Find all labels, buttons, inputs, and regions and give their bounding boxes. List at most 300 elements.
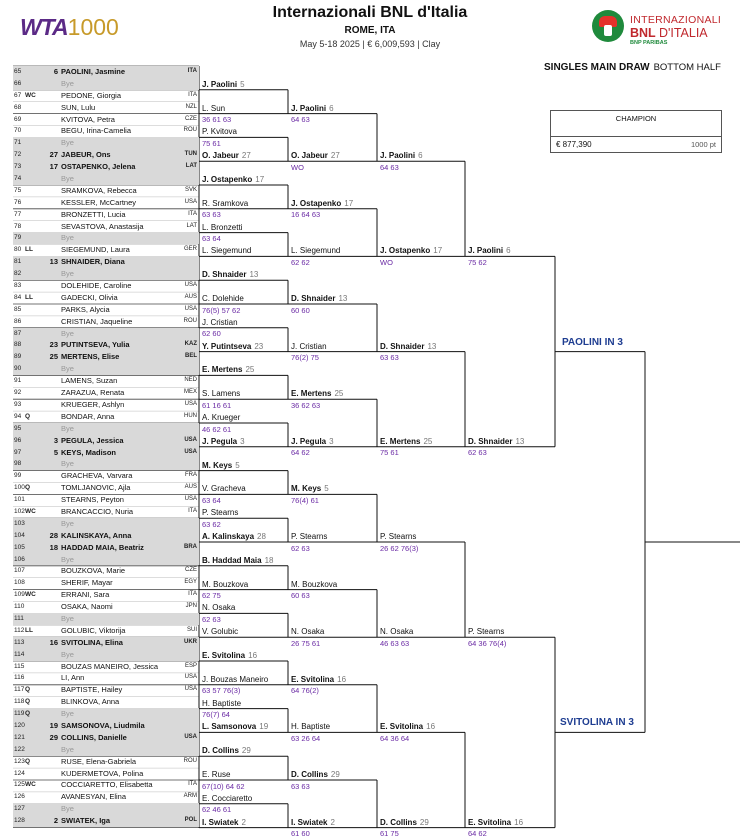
internazionali-bnl-logo: INTERNAZIONALI BNL D'ITALIA BNP PARIBAS: [590, 8, 735, 50]
player-name: RUSE, Elena-Gabriela: [61, 756, 137, 766]
bye-slot: Bye: [61, 554, 74, 564]
slot-number: 104: [14, 531, 25, 539]
player-name: ERRANI, Sara: [61, 590, 110, 600]
bye-slot: Bye: [61, 233, 74, 243]
winner-seed: 13: [338, 294, 348, 303]
draw-slot: [13, 292, 199, 304]
player-name: PEDONE, Giorgia: [61, 90, 122, 100]
winner-seed: 23: [254, 341, 264, 351]
draw-slot: [13, 470, 199, 482]
winner-seed: 25: [245, 365, 255, 375]
winner-name: [291, 675, 346, 685]
match-score: 63 26 64: [291, 733, 321, 743]
slot-number: 100: [14, 484, 25, 492]
winner-name: [202, 246, 251, 256]
slot-number: 109: [14, 591, 25, 599]
slot-number: 127: [14, 805, 25, 813]
winner-seed: 25: [423, 436, 433, 446]
winner-label: P. Stearns: [380, 532, 417, 541]
winner-label: J. Bouzas Maneiro: [202, 674, 269, 684]
match-score: 64 76(2): [291, 686, 319, 696]
country-code: CZE: [185, 567, 197, 574]
bye-slot: Bye: [61, 709, 74, 719]
winner-name: [202, 794, 252, 804]
winner-name: [202, 770, 230, 780]
player-name: AVANESYAN, Elina: [61, 792, 127, 802]
winner-seed: 5: [235, 460, 240, 470]
slot-number: 68: [14, 103, 22, 111]
bye-slot: Bye: [61, 423, 74, 433]
slot-number: 113: [14, 638, 25, 646]
winner-label: B. Haddad Maia: [202, 555, 262, 565]
draw-slot: [13, 803, 199, 815]
winner-name: [202, 699, 241, 709]
bye-slot: Bye: [61, 649, 74, 659]
player-name: BONDAR, Anna: [61, 411, 115, 421]
player-name: CRISTIAN, Jaqueline: [61, 316, 133, 326]
draw-slot: [13, 363, 199, 375]
winner-name: [202, 580, 248, 590]
slot-number: 124: [14, 769, 25, 777]
slot-number: 95: [14, 424, 22, 432]
winner-seed: 25: [334, 389, 344, 399]
section-label: SVITOLINA IN 3: [560, 717, 634, 729]
seed-number: 19: [49, 720, 58, 730]
match-score: 62 63: [202, 614, 221, 624]
winner-seed: 16: [337, 674, 347, 684]
draw-slot: [13, 815, 199, 827]
player-name: BLINKOVA, Anna: [61, 697, 120, 707]
draw-slot: [13, 744, 199, 756]
winner-name: [202, 151, 251, 161]
winner-seed: 29: [419, 817, 429, 827]
winner-seed: 5: [240, 79, 245, 89]
winner-seed: 29: [330, 770, 340, 779]
player-name: SRAMKOVA, Rebecca: [61, 185, 137, 195]
country-code: NED: [184, 377, 197, 384]
country-code: ITA: [188, 591, 197, 598]
slot-number: 93: [14, 400, 22, 408]
draw-slot: [13, 779, 199, 791]
player-name: LI, Ann: [61, 673, 85, 683]
winner-label: J. Paolini: [380, 151, 416, 161]
winner-name: [380, 342, 436, 352]
bye-slot: Bye: [61, 138, 74, 148]
winner-seed: 27: [330, 151, 340, 161]
seed-number: 27: [49, 150, 58, 160]
country-code: ROU: [183, 127, 197, 134]
country-code: ITA: [188, 210, 197, 217]
country-code: ITA: [187, 68, 197, 74]
winner-name: [291, 294, 347, 304]
winner-label: D. Shnaider: [468, 436, 513, 446]
player-name: PAOLINI, Jasmine: [61, 67, 126, 76]
slot-number: 69: [14, 115, 22, 123]
winner-seed: 27: [241, 151, 251, 161]
draw-slot: [13, 244, 199, 256]
winner-name: [202, 532, 266, 542]
match-score: 63 63: [291, 781, 310, 791]
winner-label: R. Sramkova: [202, 198, 249, 208]
winner-seed: 2: [241, 817, 246, 827]
entry-type: WC: [25, 781, 36, 789]
country-code: USA: [184, 400, 197, 407]
seed-number: 17: [49, 162, 58, 172]
match-score: 75 61: [202, 138, 221, 148]
winner-name: [291, 437, 334, 447]
winner-seed: 16: [426, 722, 436, 732]
player-name: DOLEHIDE, Caroline: [61, 281, 132, 291]
slot-number: 105: [14, 543, 25, 551]
player-name: COLLINS, Danielle: [61, 732, 127, 742]
seed-number: 28: [49, 530, 58, 540]
winner-name: [380, 151, 423, 161]
winner-name: [202, 80, 245, 90]
draw-slot: [13, 125, 199, 137]
slot-number: 73: [14, 163, 22, 171]
draw-slot: [13, 90, 199, 102]
winner-name: [202, 818, 246, 828]
draw-slot: [13, 256, 199, 268]
draw-slot: [13, 589, 199, 601]
winner-label: I. Swiatek: [291, 817, 328, 827]
winner-name: [468, 246, 511, 256]
winner-name: [202, 484, 246, 494]
match-score: WO: [291, 162, 304, 172]
draw-slot: [13, 387, 199, 399]
player-name: KESSLER, McCartney: [61, 197, 137, 207]
player-name: KUDERMETOVA, Polina: [61, 768, 144, 778]
seed-number: 13: [49, 257, 58, 267]
match-score: 64 63: [291, 115, 310, 125]
slot-number: 111: [14, 614, 24, 622]
country-code: LAT: [186, 222, 197, 229]
slot-number: 116: [14, 674, 25, 682]
slot-number: 76: [14, 198, 22, 206]
slot-number: 96: [14, 436, 22, 444]
winner-seed: 6: [329, 103, 334, 113]
winner-label: H. Baptiste: [202, 698, 242, 708]
player-name: BOUZKOVA, Marie: [61, 566, 126, 576]
winner-name: [202, 627, 238, 637]
bye-slot: Bye: [61, 78, 74, 88]
slot-number: 108: [14, 579, 25, 587]
wta-1000-logo: WTA1000: [20, 14, 119, 40]
draw-slot: [13, 625, 199, 637]
match-score: 63 64: [202, 495, 221, 505]
bye-slot: Bye: [61, 269, 74, 279]
winner-label: N. Osaka: [291, 627, 325, 637]
slot-number: 71: [14, 139, 22, 147]
entry-type: Q: [25, 412, 31, 420]
winner-label: O. Jabeur: [202, 151, 239, 161]
bye-slot: Bye: [61, 804, 74, 814]
champion-prize: € 877,390: [556, 140, 592, 149]
country-code: USA: [184, 733, 197, 740]
draw-slot: [13, 78, 199, 90]
draw-slot: [13, 161, 199, 173]
draw-slot: [13, 66, 199, 78]
winner-label: L. Siegemund: [291, 246, 341, 256]
entry-type: Q: [25, 698, 31, 706]
draw-slot: [13, 399, 199, 411]
winner-label: Y. Putintseva: [202, 341, 252, 351]
winner-label: J. Paolini: [468, 246, 504, 256]
winner-seed: 2: [330, 817, 335, 827]
match-score: 62 63: [468, 448, 487, 458]
player-name: LAMENS, Suzan: [61, 376, 118, 386]
country-code: EGY: [184, 579, 197, 586]
winner-name: [291, 770, 340, 780]
player-name: BEGU, Irina-Camelia: [61, 126, 132, 136]
draw-slot: [13, 351, 199, 363]
winner-name: [380, 627, 413, 637]
winner-seed: 18: [264, 555, 274, 565]
draw-slot: [13, 316, 199, 328]
bye-slot: Bye: [61, 613, 74, 623]
winner-name: [380, 246, 442, 256]
player-name: BRONZETTI, Lucia: [61, 209, 126, 219]
country-code: USA: [184, 448, 197, 455]
match-score: 36 61 63: [202, 115, 232, 125]
draw-slot: [13, 613, 199, 625]
winner-seed: 17: [255, 175, 265, 184]
slot-number: 72: [14, 151, 22, 159]
winner-label: D. Collins: [202, 746, 239, 756]
player-name: SIEGEMUND, Laura: [61, 245, 130, 255]
winner-seed: 13: [427, 341, 437, 351]
winner-seed: 17: [344, 198, 354, 208]
entry-type: Q: [25, 686, 31, 694]
player-name: PEGULA, Jessica: [61, 435, 124, 445]
country-code: POL: [184, 817, 197, 824]
winner-seed: 5: [324, 484, 329, 494]
winner-name: [380, 437, 432, 447]
winner-label: J. Ostapenko: [291, 198, 342, 208]
slot-number: 119: [14, 710, 25, 718]
draw-slot: [13, 649, 199, 661]
winner-label: O. Jabeur: [291, 151, 328, 161]
slot-number: 99: [14, 472, 22, 480]
slot-number: 77: [14, 210, 22, 218]
winner-seed: 17: [433, 246, 443, 256]
country-code: AUS: [184, 484, 197, 491]
slot-number: 103: [14, 519, 25, 527]
winner-name: [202, 508, 238, 518]
slot-number: 94: [14, 412, 22, 420]
winner-seed: 3: [240, 436, 245, 446]
seed-number: 2: [53, 816, 58, 826]
country-code: USA: [184, 436, 197, 443]
winner-seed: 6: [506, 246, 511, 256]
winner-label: V. Golubic: [202, 627, 239, 637]
match-score: 63 64: [202, 234, 221, 244]
draw-slot: [13, 732, 199, 744]
match-score: 64 36 76(4): [468, 638, 507, 648]
slot-number: 75: [14, 186, 22, 194]
match-score: 62 46 61: [202, 805, 232, 815]
player-name: PUTINTSEVA, Yulia: [61, 340, 130, 350]
winner-name: [202, 389, 240, 399]
tournament-meta: May 5-18 2025 | € 6,009,593 | Clay: [299, 39, 441, 49]
draw-slot: [13, 768, 199, 780]
player-name: OSAKA, Naomi: [61, 602, 113, 612]
player-name: KEYS, Madison: [61, 447, 117, 457]
player-name: SWIATEK, Iga: [61, 816, 111, 826]
winner-name: [291, 532, 327, 542]
match-score: 64 63: [380, 162, 399, 172]
winner-label: L. Samsonova: [202, 722, 257, 732]
match-score: 26 62 76(3): [380, 543, 419, 553]
player-name: COCCIARETTO, Elisabetta: [61, 780, 153, 790]
player-name: BOUZAS MANEIRO, Jessica: [61, 661, 159, 671]
slot-number: 125: [14, 781, 25, 789]
bye-slot: Bye: [61, 174, 74, 184]
draw-slot: [13, 696, 199, 708]
country-code: SVK: [184, 186, 197, 193]
match-score: 62 62: [291, 257, 310, 267]
winner-label: E. Cocciaretto: [202, 793, 253, 803]
winner-seed: 3: [329, 436, 334, 446]
slot-number: 91: [14, 377, 22, 385]
winner-label: J. Cristian: [202, 317, 238, 327]
country-code: JPN: [185, 603, 197, 610]
country-code: TUN: [184, 151, 197, 158]
country-code: ARM: [183, 793, 197, 800]
draw-slot: [13, 577, 199, 589]
winner-name: [291, 342, 327, 352]
winner-label: P. Stearns: [468, 627, 505, 637]
match-score: WO: [380, 257, 393, 267]
country-code: AUS: [184, 293, 197, 300]
country-code: USA: [184, 198, 197, 205]
player-name: SHERIF, Mayar: [61, 578, 113, 588]
match-score: 64 62: [468, 829, 487, 838]
slot-number: 80: [14, 246, 22, 254]
match-score: 64 36 64: [380, 733, 410, 743]
draw-slot: [13, 114, 199, 126]
winner-name: [202, 199, 248, 209]
slot-number: 79: [14, 234, 22, 242]
slot-number: 114: [14, 650, 25, 658]
player-name: JABEUR, Ons: [61, 150, 111, 160]
winner-name: [202, 603, 235, 613]
draw-slot: [13, 268, 199, 280]
slot-number: 122: [14, 745, 25, 753]
winner-name: [202, 675, 268, 685]
winner-label: C. Dolehide: [202, 294, 244, 303]
draw-slot: [13, 684, 199, 696]
winner-name: [380, 818, 429, 828]
winner-label: A. Krueger: [202, 413, 241, 422]
country-code: UKR: [184, 638, 197, 645]
entry-type: LL: [25, 626, 33, 634]
draw-slot: [13, 637, 199, 649]
player-name: OSTAPENKO, Jelena: [61, 162, 136, 172]
slot-number: 128: [14, 817, 25, 825]
draw-slot: [13, 708, 199, 720]
winner-name: [202, 127, 237, 137]
winner-seed: 29: [241, 746, 251, 756]
entry-type: Q: [25, 757, 31, 765]
slot-number: 121: [14, 733, 25, 741]
player-name: PARKS, Alycia: [61, 304, 110, 314]
country-code: BEL: [185, 353, 197, 360]
draw-slot: [13, 185, 199, 197]
player-name: KALINSKAYA, Anna: [61, 530, 132, 540]
winner-label: J. Cristian: [291, 341, 327, 351]
champion-label: CHAMPION: [615, 114, 657, 123]
draw-slot: [13, 506, 199, 518]
winner-label: J. Paolini: [202, 79, 238, 89]
player-name: BAPTISTE, Hailey: [61, 685, 123, 695]
winner-label: J. Pegula: [291, 436, 327, 446]
draw-slot: [13, 530, 199, 542]
draw-slot: [13, 221, 199, 233]
winner-label: D. Shnaider: [380, 341, 425, 351]
winner-name: [202, 746, 251, 756]
country-code: ITA: [188, 507, 197, 514]
winner-label: D. Collins: [291, 770, 328, 779]
slot-number: 67: [14, 91, 22, 99]
draw-slot: [13, 232, 199, 244]
winner-label: E. Svitolina: [202, 651, 246, 660]
winner-name: [380, 722, 435, 732]
match-score: 46 63 63: [380, 638, 410, 648]
match-score: 60 63: [291, 591, 310, 601]
winner-name: [291, 484, 329, 494]
winner-label: S. Lamens: [202, 389, 241, 399]
draw-slot: [13, 411, 199, 423]
winner-seed: 6: [418, 151, 423, 161]
match-score: 62 63: [291, 543, 310, 553]
country-code: ROU: [183, 757, 197, 764]
winner-label: J. Ostapenko: [380, 246, 431, 256]
match-score: 76(7) 64: [202, 710, 230, 720]
player-name: GOLUBIC, Viktorija: [61, 625, 126, 635]
slot-number: 83: [14, 282, 22, 290]
entry-type: WC: [25, 91, 36, 99]
winner-name: [291, 389, 343, 399]
winner-name: [291, 151, 340, 161]
slot-number: 92: [14, 389, 22, 397]
draw-slot: [13, 173, 199, 185]
winner-label: E. Mertens: [202, 365, 243, 375]
seed-number: 23: [49, 340, 58, 350]
slot-number: 88: [14, 341, 22, 349]
slot-number: 87: [14, 329, 22, 337]
player-name: SHNAIDER, Diana: [61, 257, 125, 267]
slot-number: 112: [14, 626, 25, 634]
entry-type: Q: [25, 484, 31, 492]
slot-number: 126: [14, 793, 25, 801]
slot-number: 74: [14, 175, 22, 183]
draw-slot: [13, 542, 199, 554]
slot-number: 66: [14, 79, 22, 87]
match-score: 64 62: [291, 448, 310, 458]
round1-list: [13, 66, 199, 827]
draw-slot: [13, 197, 199, 209]
bye-slot: Bye: [61, 364, 74, 374]
country-code: SUI: [186, 626, 197, 633]
winner-seed: 19: [259, 722, 269, 732]
player-name: GADECKI, Olivia: [61, 292, 118, 302]
country-code: USA: [184, 496, 197, 503]
winner-label: P. Stearns: [202, 508, 239, 518]
winner-label: E. Svitolina: [468, 817, 512, 827]
country-code: KAZ: [184, 341, 197, 348]
match-score: 61 75: [380, 829, 399, 838]
